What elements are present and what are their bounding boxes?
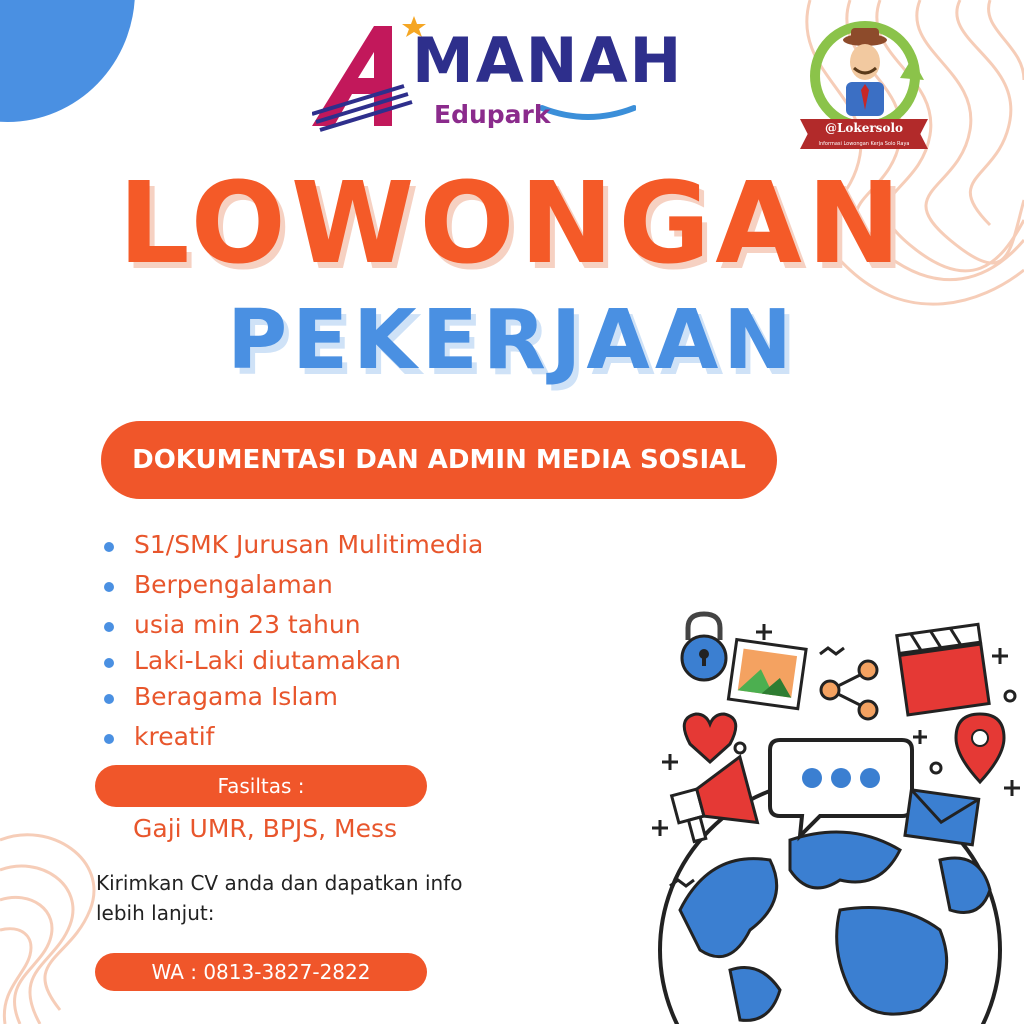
- list-item: [100, 645, 580, 677]
- requirement-text: Beragama Islam: [134, 682, 338, 711]
- logo-word: MANAH: [412, 24, 684, 97]
- headline-lowongan: LOWONGAN: [118, 159, 906, 289]
- list-item: [100, 717, 580, 757]
- logo-subtitle: Edupark: [434, 100, 551, 129]
- location-pin-icon: [956, 714, 1004, 782]
- bullet-icon: [104, 694, 114, 704]
- photo-icon: [728, 640, 806, 709]
- bullet-icon: [104, 622, 114, 632]
- list-item: [100, 605, 580, 645]
- lock-icon: [682, 614, 726, 680]
- share-icon: [821, 661, 877, 719]
- bullet-icon: [104, 658, 114, 668]
- list-item: [100, 525, 580, 565]
- logo-swoosh: [540, 104, 636, 124]
- requirement-text: S1/SMK Jurusan Mulitimedia: [134, 530, 484, 559]
- video-clapper-icon: [897, 624, 989, 715]
- badge-name: @Lokersolo: [824, 121, 904, 135]
- heart-icon: [684, 714, 736, 762]
- badge-tagline: Informasi Lowongan Kerja Solo Raya: [818, 141, 910, 147]
- list-item: [100, 677, 580, 717]
- requirement-text: kreatif: [134, 722, 215, 751]
- lokersolo-badge: [790, 18, 940, 158]
- position-title: DOKUMENTASI DAN ADMIN MEDIA SOSIAL: [132, 445, 746, 475]
- mascot-illustration: [802, 18, 928, 128]
- requirement-text: usia min 23 tahun: [134, 610, 361, 639]
- facilities-pill: [95, 765, 427, 807]
- requirement-text: Berpengalaman: [134, 570, 333, 599]
- corner-blue-circle: [0, 0, 135, 122]
- contact-pill[interactable]: [95, 953, 427, 991]
- bullet-icon: [104, 582, 114, 592]
- facilities-value: Gaji UMR, BPJS, Mess: [133, 814, 398, 843]
- headline-pekerjaan: PEKERJAAN: [227, 293, 797, 388]
- facilities-label: Fasiltas :: [217, 774, 305, 798]
- social-media-globe-illustration: [640, 610, 1024, 1024]
- mail-icon: [905, 790, 979, 845]
- amanah-edupark-logo: [312, 8, 712, 132]
- list-item: [100, 565, 580, 605]
- position-pill: [101, 421, 777, 499]
- bullet-icon: [104, 542, 114, 552]
- bullet-icon: [104, 734, 114, 744]
- requirements-list: [100, 525, 580, 757]
- whatsapp-number[interactable]: WA : 0813-3827-2822: [151, 960, 371, 984]
- requirement-text: Laki-Laki diutamakan: [134, 646, 401, 675]
- cta-text: Kirimkan CV anda dan dapatkan info lebih lanjut:: [96, 871, 463, 925]
